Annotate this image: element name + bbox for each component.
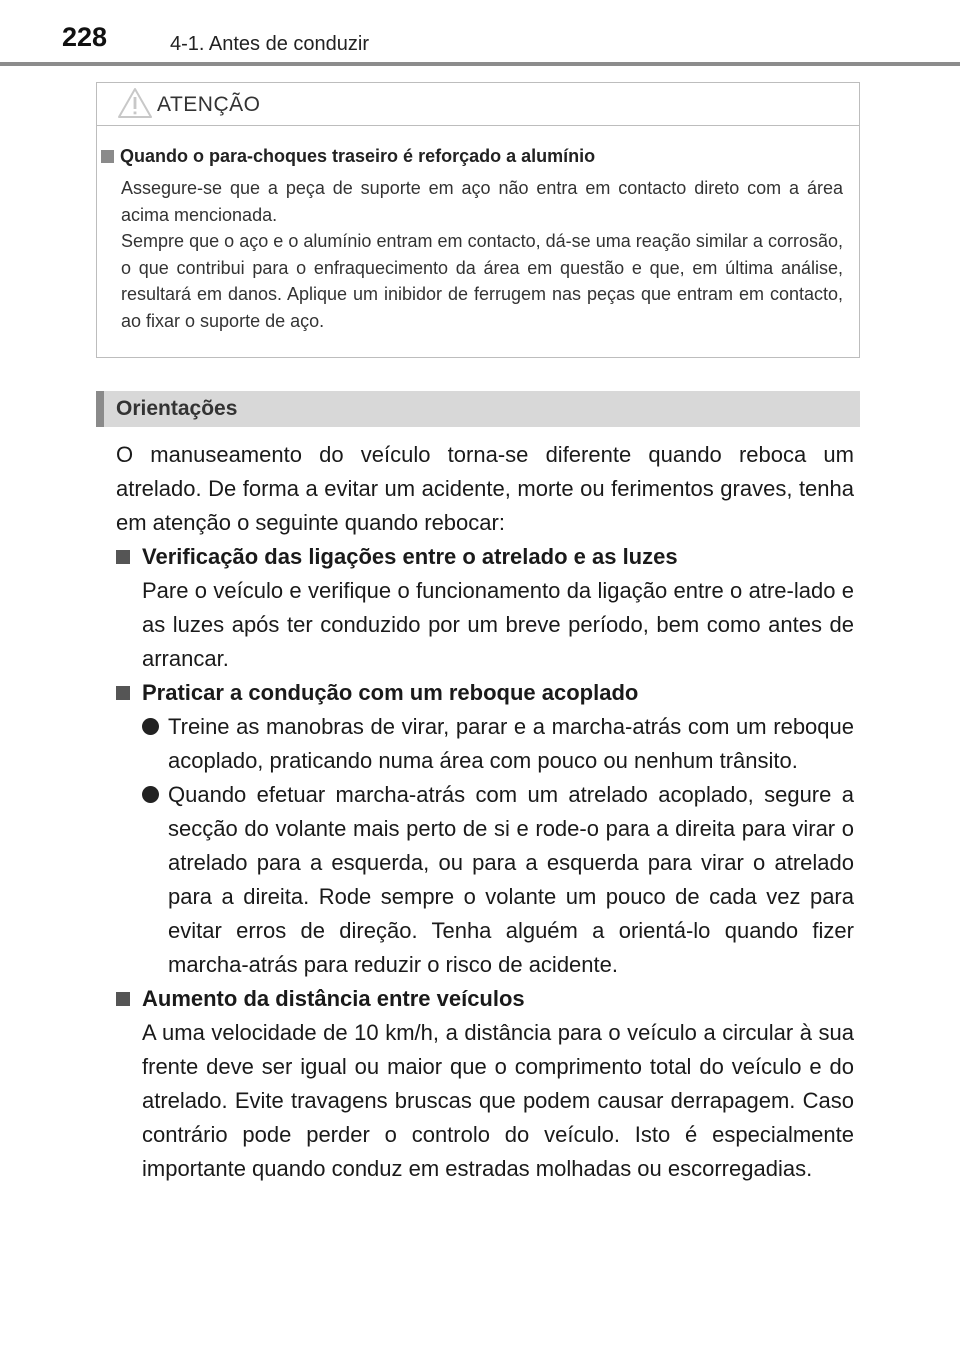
subsection-text: Pare o veículo e verifique o funcionamento da ligação entre o atre-lado e as luzes após ter conduzido por um breve período, bem como antes de arrancar. — [142, 578, 854, 671]
subsection-title: Verificação das ligações entre o atrelado e as luzes — [116, 540, 854, 574]
warning-triangle-icon — [117, 87, 153, 119]
subsection-text: A uma velocidade de 10 km/h, a distância para o veículo a circular à sua frente deve ser igual ou maior que o comprimento total do veículo e do atrelado. Evite travagens bruscas que podem causar derrapagem. Caso contrário pode perder o controlo do veículo. Isto é especialmente importante quando conduz em estradas molhadas ou escorregadias. — [142, 1020, 854, 1181]
warning-box — [96, 82, 860, 358]
guidelines-heading: Orientações — [116, 397, 238, 420]
round-bullet-icon — [142, 786, 159, 803]
guidelines-intro: O manuseamento do veículo torna-se diferente quando reboca um atrelado. De forma a evitar um acidente, morte ou ferimentos graves, tenha em atenção o seguinte quando rebocar: — [116, 442, 854, 535]
warning-subtitle-text: Quando o para-choques traseiro é reforçado a alumínio — [120, 146, 596, 166]
bullet-item: Quando efetuar marcha-atrás com um atrelado acoplado, segure a secção do volante mais perto de si e rode-o para a direita para virar o atrelado para a esquerda, ou para a esquerda para virar o atrelado para a direita. Rode sempre o volante um pouco de cada vez para evitar erros de direção. Tenha alguém a orientá-lo quando fizer marcha-atrás para reduzir o risco de acidente. — [116, 778, 854, 982]
warning-paragraph: Assegure-se que a peça de suporte em aço não entra em contacto direto com a área acima mencionada. — [121, 178, 843, 225]
round-bullet-icon — [142, 718, 159, 735]
guidelines-content — [116, 438, 854, 1186]
square-bullet-icon — [116, 686, 130, 700]
square-bullet-icon — [101, 150, 114, 163]
page-header — [0, 0, 960, 68]
header-rule — [0, 62, 960, 66]
square-bullet-icon — [116, 550, 130, 564]
guidelines-heading-bar — [96, 391, 860, 427]
square-bullet-icon — [116, 992, 130, 1006]
section-title: 4-1. Antes de conduzir — [170, 33, 370, 55]
subsection-title: Praticar a condução com um reboque acoplado — [116, 676, 854, 710]
warning-header — [97, 83, 859, 126]
bullet-item: Treine as manobras de virar, parar e a marcha-atrás com um reboque acoplado, praticando numa área com pouco ou nenhum trânsito. — [116, 710, 854, 778]
warning-subtitle — [101, 146, 595, 167]
warning-title: ATENÇÃO — [157, 93, 261, 116]
warning-text — [121, 175, 843, 334]
subsection-title: Aumento da distância entre veículos — [116, 982, 854, 1016]
page-number: 228 — [62, 22, 108, 52]
warning-paragraph: Sempre que o aço e o alumínio entram em contacto, dá-se uma reação similar a corrosão, o que contribui para o enfraquecimento da área em questão e que, em última análise, resultará em danos. Aplique um inibidor de ferrugem nas peças que entram em contacto, ao fixar o suporte de aço. — [121, 231, 843, 331]
